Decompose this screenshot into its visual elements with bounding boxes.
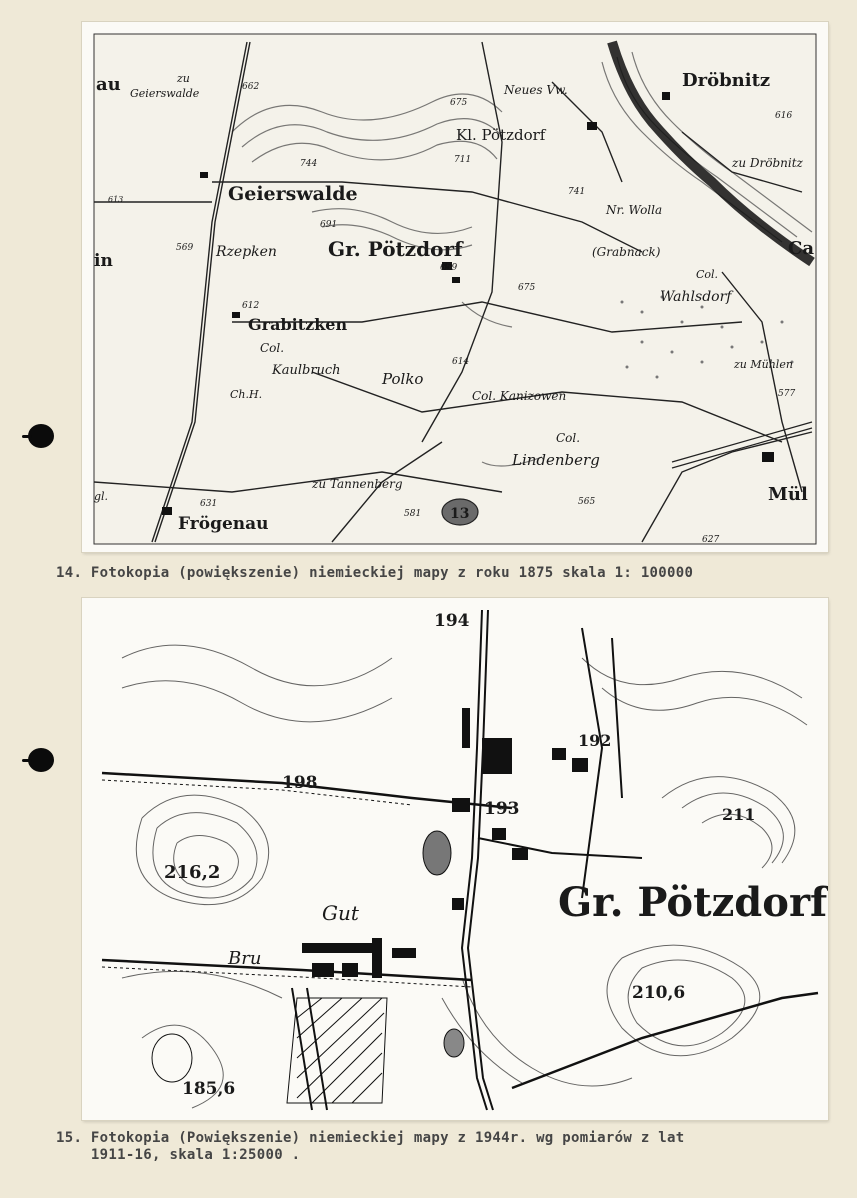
label-h612: 612 — [242, 301, 260, 311]
label-h711: 711 — [454, 155, 472, 165]
map-photo-1875 — [82, 22, 828, 552]
caption-1944-map-line1: 15. Fotokopia (Powiększenie) niemieckiej mapy z 1944r. wg pomiarów z lat — [56, 1130, 685, 1146]
label-rzepken: Rzepken — [216, 244, 277, 260]
label-h569: 569 — [176, 243, 194, 253]
label-h577: 577 — [778, 389, 796, 399]
label-mul: Mül — [768, 484, 808, 505]
label-kl-potzdorf: Kl. Pötzdorf — [456, 126, 546, 144]
label-geierswalde-small: Geierswalde — [130, 87, 200, 100]
label-h614: 614 — [452, 357, 470, 367]
map-1944-drawing — [82, 598, 828, 1120]
label-drobnitz: Dröbnitz — [682, 70, 771, 91]
label-h675b: 675 — [518, 283, 536, 293]
label-ch-h: Ch.H. — [230, 388, 263, 401]
label-h691: 691 — [320, 220, 338, 230]
label-frogenau: Frögenau — [178, 514, 269, 534]
label-h627: 627 — [702, 535, 720, 545]
label-h631: 631 — [200, 499, 218, 509]
label-h210-6: 210,6 — [632, 983, 686, 1003]
label-au: au — [96, 74, 121, 95]
label-h613: 613 — [108, 195, 124, 204]
label-h216-2: 216,2 — [164, 862, 221, 883]
label-grabitzken: Grabitzken — [248, 315, 348, 334]
label-neues-vw: Neues Vw. — [504, 83, 568, 97]
label-wahlsdorf: Wahlsdorf — [660, 289, 732, 305]
label-h211: 211 — [722, 805, 756, 824]
label-stamp: 13 — [450, 506, 470, 522]
label-grabnack: (Grabnack) — [592, 245, 661, 259]
label-h192: 192 — [578, 731, 612, 750]
label-h198: 198 — [282, 773, 318, 793]
label-zu: zu — [177, 72, 190, 85]
label-h194: 194 — [434, 611, 470, 631]
label-h185-6: 185,6 — [182, 1079, 236, 1099]
pond — [423, 831, 451, 875]
label-ca: Ca — [788, 238, 814, 259]
label-h675: 675 — [450, 98, 468, 108]
caption-1944-map-line2: 1911-16, skala 1:25000 . — [56, 1147, 301, 1163]
label-h616: 616 — [775, 111, 793, 121]
label-zu-muhlen: zu Mühlen — [734, 358, 793, 371]
label-col3: Col. — [556, 431, 581, 445]
label-col: Col. — [696, 268, 719, 281]
label-polko: Polko — [382, 370, 424, 388]
label-bru: Bru — [228, 948, 262, 969]
label-gr-potzdorf: Gr. Pötzdorf — [328, 237, 463, 261]
label-kaulbruch: Kaulbruch — [272, 363, 341, 378]
label-geierswalde: Geierswalde — [228, 183, 358, 205]
label-lindenberg: Lindenberg — [512, 451, 600, 469]
punch-hole-top — [28, 424, 54, 448]
label-col-kanizowen: Col. Kanizowen — [472, 389, 567, 403]
label-h581: 581 — [404, 509, 422, 519]
label-h662: 662 — [242, 82, 260, 92]
label-zu-tannenberg: zu Tannenberg — [312, 477, 403, 491]
pond-2 — [444, 1029, 464, 1057]
label-in: in — [94, 251, 113, 271]
map-1875-drawing — [82, 22, 828, 552]
label-h193: 193 — [484, 799, 520, 819]
caption-1875-map: 14. Fotokopia (powiększenie) niemieckiej mapy z roku 1875 skala 1: 100000 — [56, 565, 694, 581]
label-h744: 744 — [300, 159, 318, 169]
label-gut: Gut — [322, 901, 359, 925]
label-gl: gl. — [94, 490, 109, 503]
label-h659: 659 — [440, 263, 458, 273]
map-photo-1944 — [82, 598, 828, 1120]
label-h741: 741 — [568, 187, 586, 197]
label-gr-potzdorf-1944: Gr. Pötzdorf — [558, 879, 828, 926]
label-h565: 565 — [578, 497, 596, 507]
label-zu-drobnitz: zu Dröbnitz — [732, 156, 803, 170]
label-nr-wolla: Nr. Wolla — [606, 203, 663, 217]
label-col2: Col. — [260, 341, 285, 355]
punch-hole-bottom — [28, 748, 54, 772]
